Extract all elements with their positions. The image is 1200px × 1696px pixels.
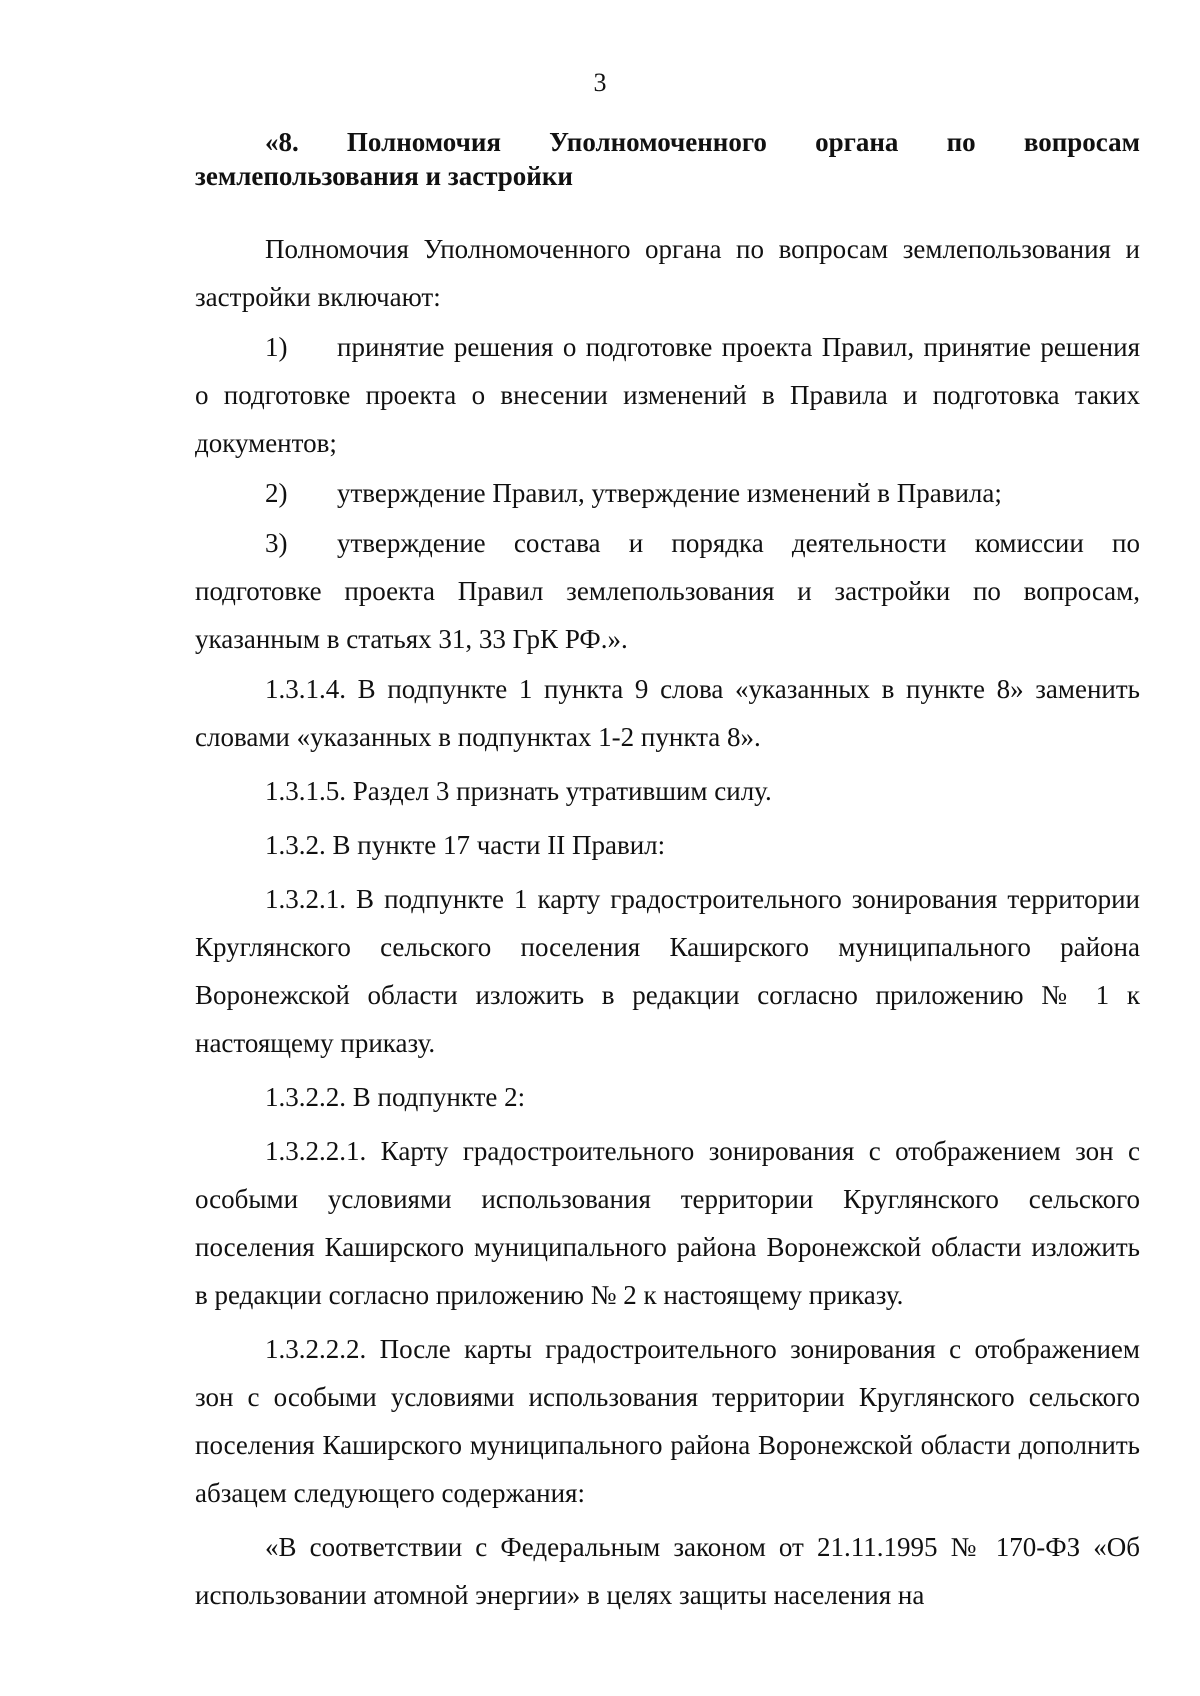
list-item-2	[195, 469, 1140, 517]
list-item-1	[195, 323, 1140, 467]
paragraph-1-3-2-2: 1.3.2.2. В подпункте 2:	[265, 1082, 526, 1112]
list-item-text: утверждение Правил, утверждение изменений в Правила;	[337, 478, 1002, 508]
list-item-text: принятие решения о подготовке проекта Правил, принятие решения о подготовке проекта о внесении изменений в Правила и подготовка таких документов;	[195, 332, 1140, 458]
section-heading: «8. Полномочия Уполномоченного органа по вопросам землепользования и застройки	[195, 127, 1140, 191]
quoted-paragraph: «В соответствии с Федеральным законом от 21.11.1995 № 170-ФЗ «Об использовании атомной энергии» в целях защиты населения на	[195, 1532, 1140, 1610]
list-number: 2)	[265, 478, 288, 508]
paragraph-1-3-2: 1.3.2. В пункте 17 части II Правил:	[265, 830, 666, 860]
paragraph-1-3-1-5: 1.3.1.5. Раздел 3 признать утратившим силу.	[265, 776, 772, 806]
paragraph-1-3-2-2-2: 1.3.2.2.2. После карты градостроительного зонирования с отображением зон с особыми условиями использования территории Круглянского сельского поселения Каширского муниципального района Воронежской области дополнить абзацем следующего содержания:	[195, 1334, 1140, 1508]
paragraph-1-3-1-4: 1.3.1.4. В подпункте 1 пункта 9 слова «указанных в пункте 8» заменить словами «указанных в подпунктах 1-2 пункта 8».	[195, 674, 1140, 752]
paragraph-1-3-2-1: 1.3.2.1. В подпункте 1 карту градостроительного зонирования территории Круглянского сельского поселения Каширского муниципального района Воронежской области изложить в редакции согласно приложению № 1 к настоящему приказу.	[195, 884, 1140, 1058]
list-item-text: утверждение состава и порядка деятельности комиссии по подготовке проекта Правил землепользования и застройки по вопросам, указанным в статьях 31, 33 ГрК РФ.».	[195, 528, 1140, 654]
list-number: 3)	[265, 528, 288, 558]
paragraph-1-3-2-2-1: 1.3.2.2.1. Карту градостроительного зонирования с отображением зон с особыми условиями использования территории Круглянского сельского поселения Каширского муниципального района Воронежской области изложить в редакции согласно приложению № 2 к настоящему приказу.	[195, 1136, 1140, 1310]
document-body	[195, 125, 1140, 1625]
page-number: 3	[593, 68, 607, 97]
list-item-3	[195, 519, 1140, 663]
section-intro: Полномочия Уполномоченного органа по вопросам землепользования и застройки включают:	[195, 234, 1140, 312]
list-number: 1)	[265, 332, 288, 362]
